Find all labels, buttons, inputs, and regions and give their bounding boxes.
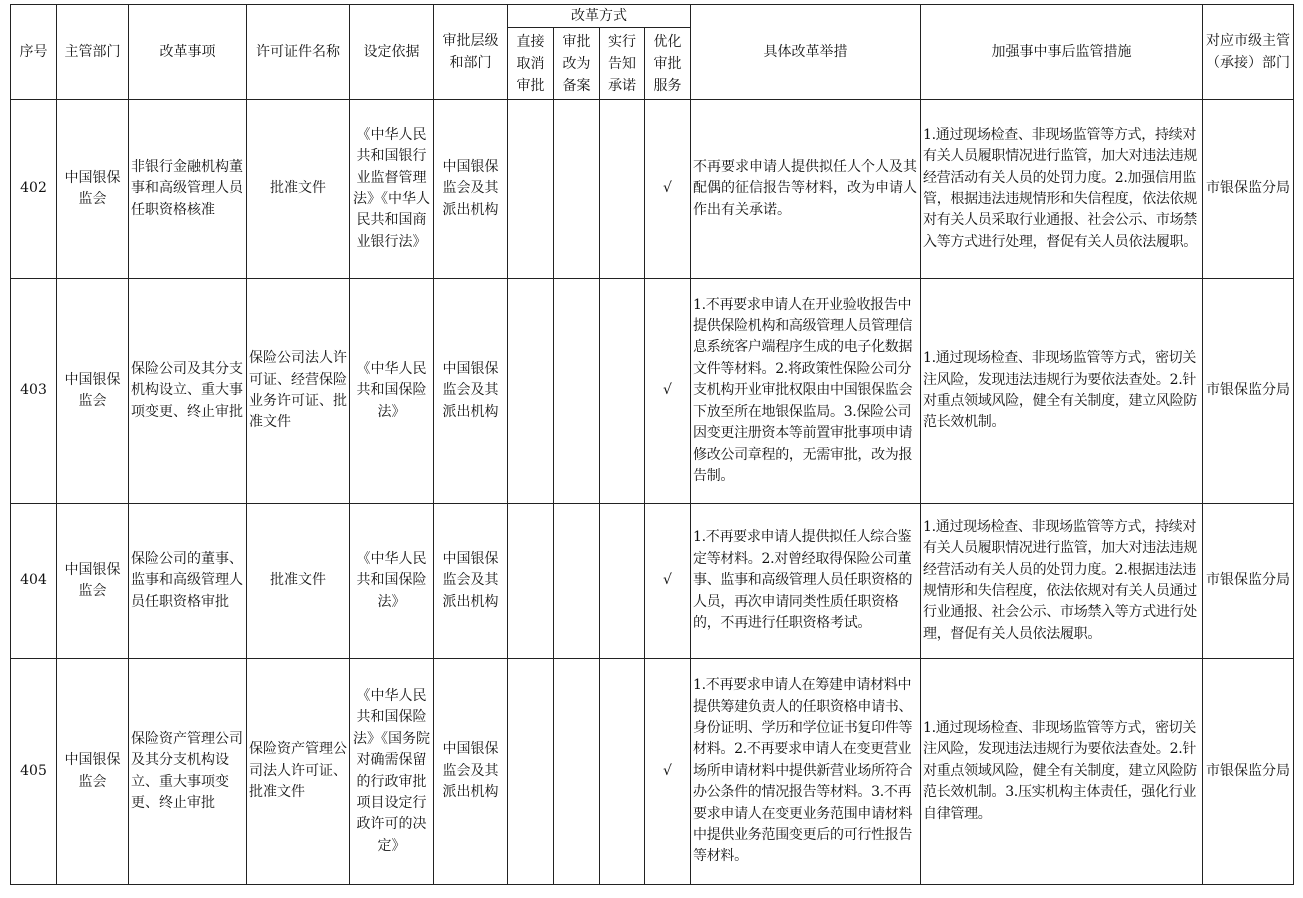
cell-mode-record [554,279,600,504]
cell-dept: 中国银保监会 [57,659,129,885]
cell-item: 保险资产管理公司及其分支机构设立、重大事项变更、终止审批 [129,659,247,885]
col-header-seq: 序号 [11,5,57,100]
header-row [11,5,1294,28]
cell-license: 批准文件 [247,504,350,659]
table-row [11,279,1294,504]
cell-level: 中国银保监会及其派出机构 [434,659,508,885]
cell-city-dept: 市银保监分局 [1203,100,1294,279]
cell-basis: 《中华人民共和国保险法》 [350,504,434,659]
cell-city-dept: 市银保监分局 [1203,659,1294,885]
col-header-dept: 主管部门 [57,5,129,100]
cell-mode-cancel [508,279,554,504]
cell-mode-cancel [508,100,554,279]
cell-basis: 《中华人民共和国保险法》《国务院对确需保留的行政审批项目设定行政许可的决定》 [350,659,434,885]
cell-supervision: 1.通过现场检查、非现场监管等方式，持续对有关人员履职情况进行监管，加大对违法违规经营活动有关人员的处罚力度。2.根据违法违规情形和失信程度，依法依规对有关人员通过行业通报、社会公示、市场禁入等方式进行处理，督促有关人员依法履职。 [921,504,1203,659]
cell-level: 中国银保监会及其派出机构 [434,504,508,659]
col-header-basis: 设定依据 [350,5,434,100]
table-row [11,504,1294,659]
col-header-mode-cancel: 直接取消审批 [508,28,554,100]
cell-dept: 中国银保监会 [57,279,129,504]
cell-mode-cancel [508,504,554,659]
col-header-mode-record: 审批改为备案 [554,28,600,100]
cell-item: 非银行金融机构董事和高级管理人员任职资格核准 [129,100,247,279]
cell-mode-notify [600,659,645,885]
col-header-mode-group: 改革方式 [508,5,691,28]
cell-license: 保险资产管理公司法人许可证、批准文件 [247,659,350,885]
cell-mode-cancel [508,659,554,885]
table-row [11,659,1294,885]
cell-mode-notify [600,504,645,659]
table-row [11,100,1294,279]
cell-item: 保险公司及其分支机构设立、重大事项变更、终止审批 [129,279,247,504]
cell-license: 批准文件 [247,100,350,279]
cell-basis: 《中华人民共和国保险法》 [350,279,434,504]
col-header-level: 审批层级和部门 [434,5,508,100]
cell-mode-record [554,504,600,659]
cell-city-dept: 市银保监分局 [1203,504,1294,659]
col-header-measures: 具体改革举措 [691,5,921,100]
cell-level: 中国银保监会及其派出机构 [434,279,508,504]
col-header-supervision: 加强事中事后监管措施 [921,5,1203,100]
cell-seq: 404 [11,504,57,659]
cell-mode-optimize: √ [645,279,691,504]
cell-city-dept: 市银保监分局 [1203,279,1294,504]
cell-seq: 403 [11,279,57,504]
col-header-city-dept: 对应市级主管（承接）部门 [1203,5,1294,100]
cell-mode-notify [600,279,645,504]
cell-dept: 中国银保监会 [57,504,129,659]
cell-measures: 1.不再要求申请人在开业验收报告中提供保险机构和高级管理人员管理信息系统客户端程序生成的电子化数据文件等材料。2.将政策性保险公司分支机构开业审批权限由中国银保监会下放至所在地银保监局。3.保险公司因变更注册资本等前置审批事项申请修改公司章程的，无需审批，改为报告制。 [691,279,921,504]
cell-dept: 中国银保监会 [57,100,129,279]
cell-measures: 1.不再要求申请人在筹建申请材料中提供筹建负责人的任职资格申请书、身份证明、学历和学位证书复印件等材料。2.不再要求申请人在变更营业场所申请材料中提供新营业场所符合办公条件的情况报告等材料。3.不再要求申请人在变更业务范围申请材料中提供业务范围变更后的可行性报告等材料。 [691,659,921,885]
col-header-mode-optimize: 优化审批服务 [645,28,691,100]
cell-measures: 不再要求申请人提供拟任人个人及其配偶的征信报告等材料，改为申请人作出有关承诺。 [691,100,921,279]
cell-basis: 《中华人民共和国银行业监督管理法》《中华人民共和国商业银行法》 [350,100,434,279]
cell-mode-notify [600,100,645,279]
cell-item: 保险公司的董事、监事和高级管理人员任职资格审批 [129,504,247,659]
cell-mode-record [554,100,600,279]
col-header-license: 许可证件名称 [247,5,350,100]
cell-supervision: 1.通过现场检查、非现场监管等方式，密切关注风险，发现违法违规行为要依法查处。2.针对重点领域风险，健全有关制度，建立风险防范长效机制。3.压实机构主体责任，强化行业自律管理。 [921,659,1203,885]
cell-seq: 405 [11,659,57,885]
cell-mode-optimize: √ [645,100,691,279]
cell-seq: 402 [11,100,57,279]
col-header-item: 改革事项 [129,5,247,100]
cell-supervision: 1.通过现场检查、非现场监管等方式，密切关注风险，发现违法违规行为要依法查处。2.针对重点领域风险，健全有关制度，建立风险防范长效机制。 [921,279,1203,504]
cell-mode-record [554,659,600,885]
cell-level: 中国银保监会及其派出机构 [434,100,508,279]
col-header-mode-notify: 实行告知承诺 [600,28,645,100]
cell-measures: 1.不再要求申请人提供拟任人综合鉴定等材料。2.对曾经取得保险公司董事、监事和高级管理人员任职资格的人员，再次申请同类性质任职资格的，不再进行任职资格考试。 [691,504,921,659]
reform-table [10,4,1294,885]
cell-license: 保险公司法人许可证、经营保险业务许可证、批准文件 [247,279,350,504]
cell-mode-optimize: √ [645,659,691,885]
cell-supervision: 1.通过现场检查、非现场监管等方式，持续对有关人员履职情况进行监管，加大对违法违规经营活动有关人员的处罚力度。2.加强信用监管，根据违法违规情形和失信程度，依法依规对有关人员采取行业通报、社会公示、市场禁入等方式进行处理，督促有关人员依法履职。 [921,100,1203,279]
cell-mode-optimize: √ [645,504,691,659]
